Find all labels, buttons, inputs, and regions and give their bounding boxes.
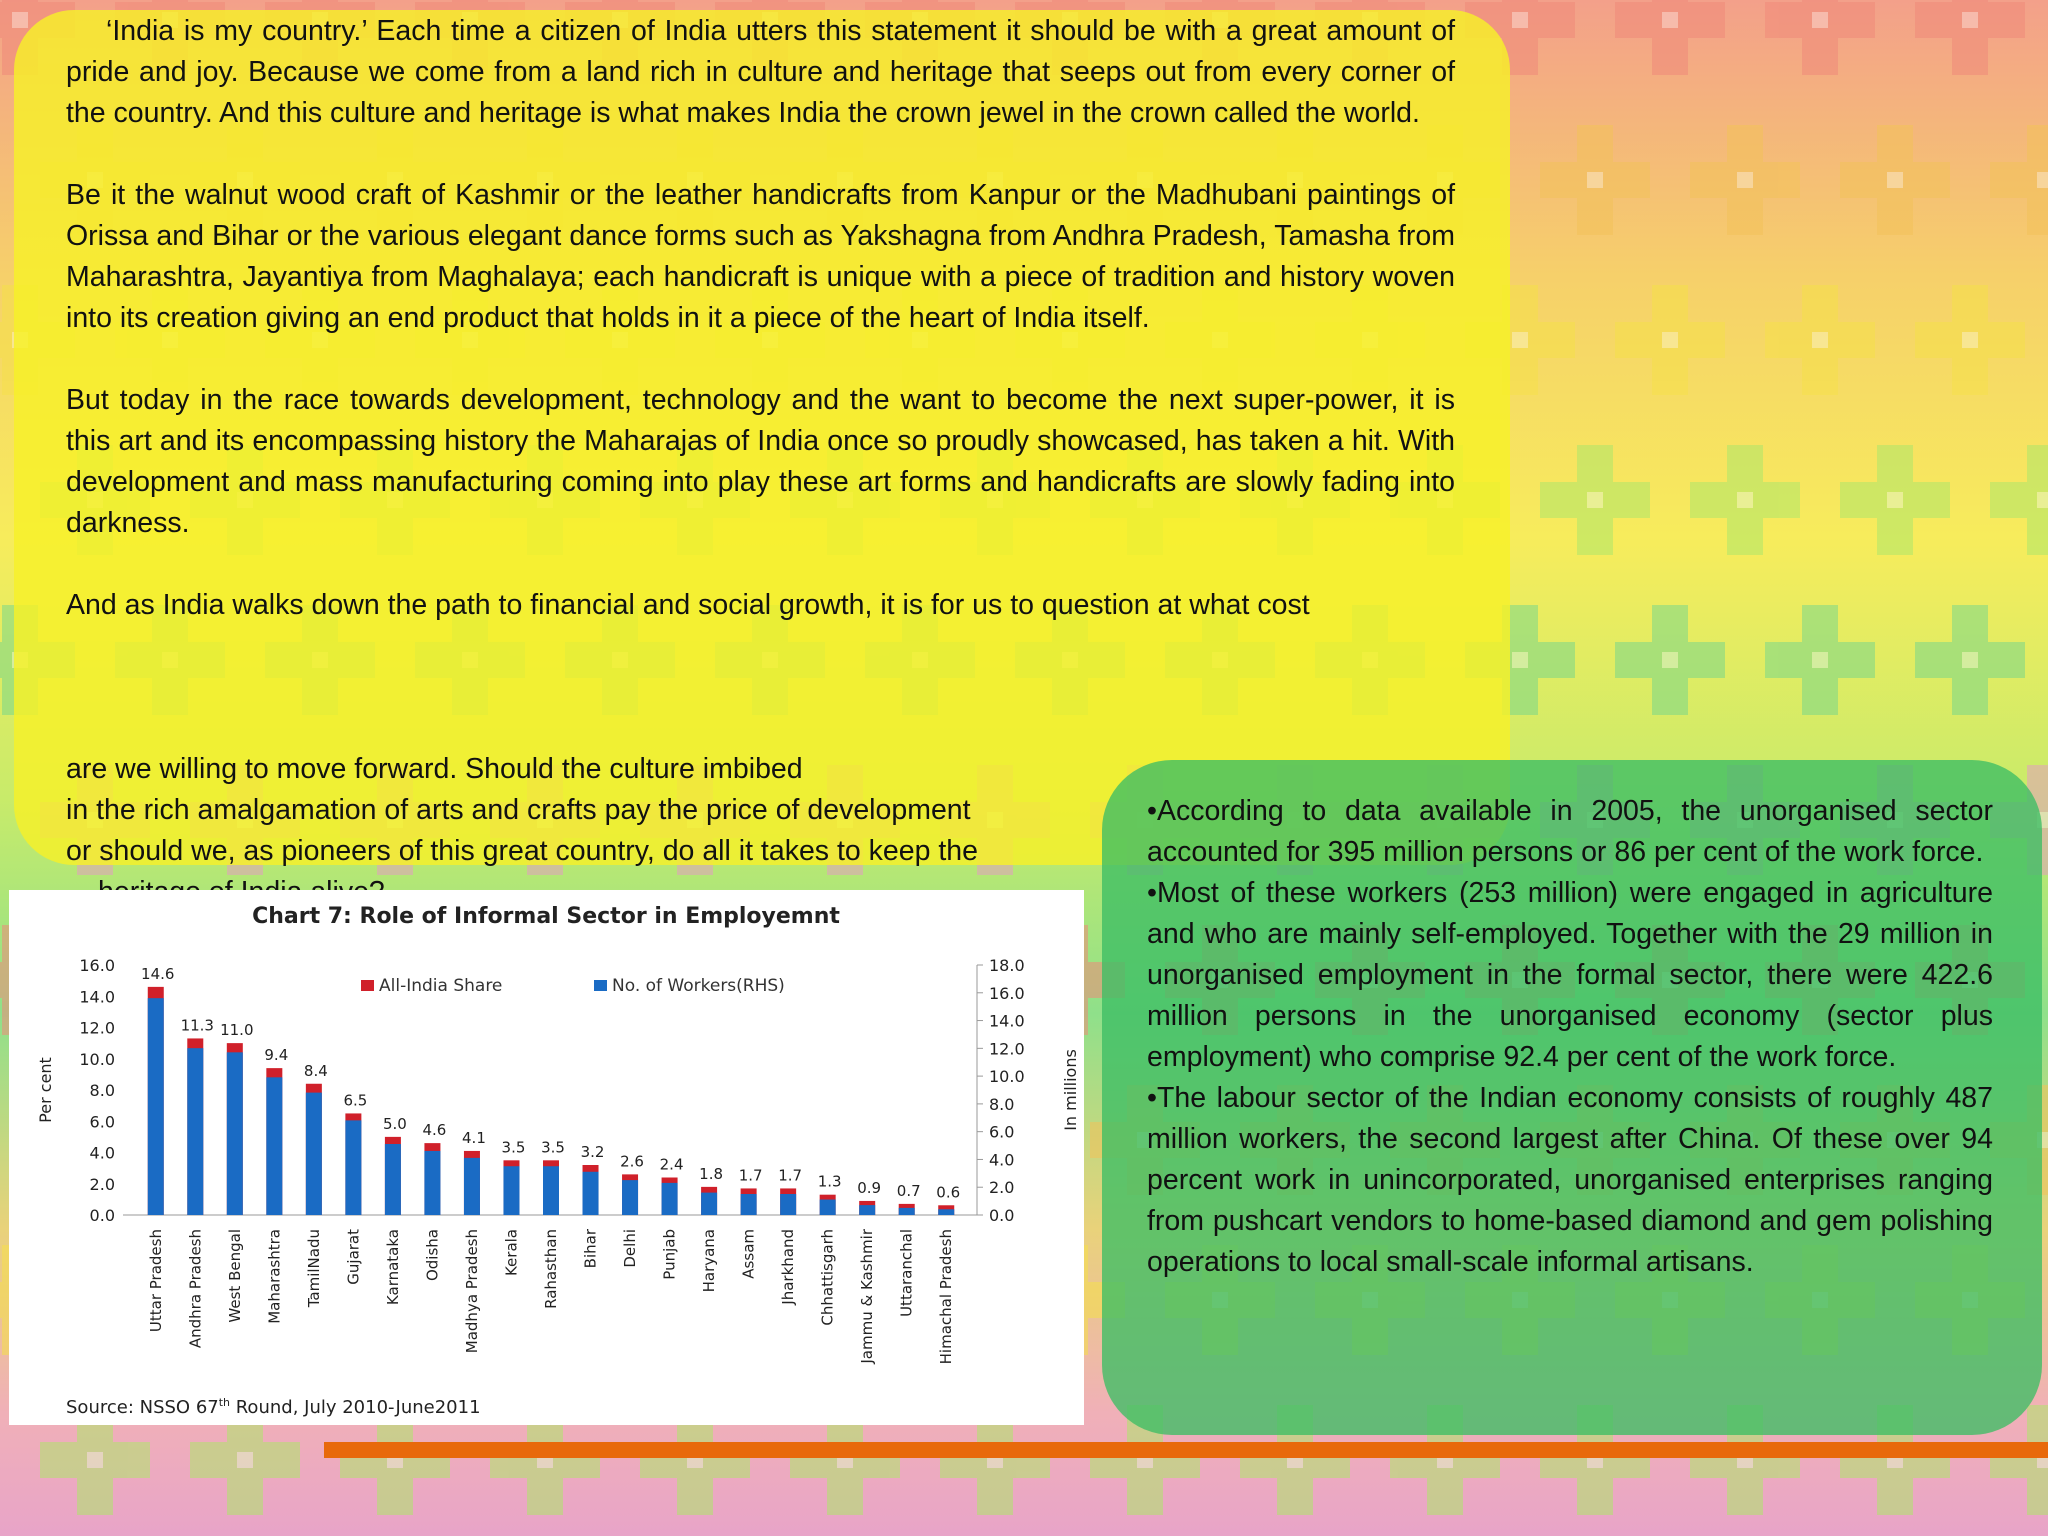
- paragraph-1: ‘India is my country.’ Each time a citizen of India utters this statement it should be with a great amount of pride and joy. Because we come from a land rich in culture and heritage that seeps out from every corner of the country. And this culture and heritage is what makes India the crown jewel in the crown called the world.: [66, 15, 1455, 129]
- pattern-motif: [1615, 285, 1725, 395]
- bar-chart: [9, 890, 1084, 1390]
- bar-group: [306, 1084, 322, 1215]
- y-tick-label: 14.0: [79, 987, 115, 1007]
- bar-group: [385, 1137, 401, 1215]
- bar-group: [227, 1043, 243, 1215]
- data-label: 3.5: [541, 1138, 565, 1157]
- pattern-motif: [1540, 125, 1650, 235]
- pattern-dot: [237, 1452, 253, 1468]
- x-tick-label: Himachal Pradesh: [937, 1229, 956, 1365]
- x-tick-label: Rahasthan: [542, 1229, 560, 1309]
- pattern-dot: [12, 12, 28, 28]
- bar-workers: [148, 998, 164, 1215]
- bar-group: [583, 1165, 599, 1215]
- bar-group: [859, 1201, 875, 1215]
- pattern-dot: [1887, 492, 1903, 508]
- data-label: 4.1: [462, 1128, 486, 1147]
- data-label: 4.6: [422, 1121, 447, 1140]
- y-axis-label: Per cent: [36, 1057, 55, 1123]
- pattern-dot: [1587, 492, 1603, 508]
- data-label: 11.0: [220, 1021, 254, 1040]
- x-tick-label: Uttaranchal: [897, 1229, 916, 1317]
- y-tick-label: 8.0: [89, 1081, 115, 1100]
- data-label: 0.6: [936, 1183, 961, 1202]
- data-label: 1.7: [738, 1166, 763, 1185]
- source-prefix: Source: NSSO 67: [66, 1397, 219, 1418]
- y-right-tick-label: 4.0: [989, 1150, 1015, 1170]
- y-tick-label: 4.0: [89, 1143, 115, 1163]
- y-right-tick-label: 0.0: [989, 1206, 1015, 1225]
- paragraph-2: Be it the walnut wood craft of Kashmir or the leather handicrafts from Kanpur or the Madhubani paintings of Orissa and Bihar or the various elegant dance forms such as Yakshagna from Andhra Pradesh, Tamasha from Maharashtra, Jayantiya from Maghalaya; each handicraft is unique with a piece of tradition and history woven into its creation giving an end product that holds in it a piece of the heart of India itself.: [66, 179, 1455, 334]
- tail-line: in the rich amalgamation of arts and crafts pay the price of development: [66, 794, 971, 826]
- pattern-motif: [1615, 605, 1725, 715]
- pattern-motif: [1690, 125, 1800, 235]
- data-label: 9.4: [264, 1046, 289, 1065]
- data-label: 1.7: [778, 1166, 803, 1185]
- bar-workers: [187, 1048, 203, 1215]
- bar-workers: [859, 1205, 875, 1215]
- bar-group: [820, 1195, 836, 1215]
- source-sup: th: [218, 1396, 231, 1409]
- bar-group: [701, 1187, 717, 1215]
- x-tick-label: Jammu & Kashmir: [858, 1229, 877, 1364]
- data-label: 2.4: [659, 1155, 684, 1174]
- x-tick-label: Odisha: [423, 1229, 442, 1282]
- y-tick-label: 0.0: [89, 1206, 115, 1225]
- y-right-tick-label: 6.0: [989, 1122, 1015, 1142]
- y-tick-label: 2.0: [89, 1174, 115, 1194]
- pattern-motif: [1765, 0, 1875, 75]
- pattern-motif: [1915, 285, 2025, 395]
- chart-title: Chart 7: Role of Informal Sector in Employemnt: [252, 904, 840, 929]
- pattern-dot: [1962, 332, 1978, 348]
- pattern-dot: [1512, 12, 1528, 28]
- data-label: 0.7: [896, 1181, 921, 1200]
- data-label: 5.0: [382, 1114, 407, 1133]
- pattern-motif: [1765, 285, 1875, 395]
- x-tick-label: Delhi: [621, 1229, 640, 1268]
- y-tick-label: 16.0: [79, 956, 115, 975]
- pattern-dot: [1587, 172, 1603, 188]
- legend-swatch: [594, 980, 607, 991]
- bar-group: [780, 1188, 796, 1215]
- pattern-motif: [1990, 125, 2048, 235]
- bar-workers: [385, 1144, 401, 1215]
- data-label: 8.4: [303, 1061, 328, 1080]
- x-tick-label: Chhattisgarh: [818, 1229, 837, 1326]
- x-tick-label: Andhra Pradesh: [186, 1229, 205, 1349]
- bar-group: [938, 1205, 954, 1215]
- data-label: 14.6: [141, 964, 175, 983]
- x-tick-label: Kerala: [502, 1229, 521, 1277]
- pattern-motif: [1615, 0, 1725, 75]
- bar-group: [741, 1188, 757, 1215]
- x-tick-label: West Bengal: [225, 1229, 244, 1323]
- bar-group: [424, 1143, 440, 1215]
- y-right-tick-label: 18.0: [989, 956, 1025, 975]
- bullet-item: •Most of these workers (253 million) were engaged in agriculture and who are mainly self-employed. Together with the 29 million in unorganised employment in the formal sector, there were 422.6 million persons in the unorganised economy (sector plus employment) who comprise 92.4 per cent of the work force.: [1147, 877, 1993, 1073]
- pattern-dot: [1887, 172, 1903, 188]
- y-tick-label: 6.0: [89, 1112, 115, 1132]
- bar-workers: [503, 1166, 519, 1215]
- bar-workers: [662, 1183, 678, 1215]
- pattern-dot: [1962, 12, 1978, 28]
- chart-container: [9, 890, 1084, 1425]
- x-tick-label: Jharkhand: [779, 1229, 798, 1305]
- pattern-dot: [1812, 332, 1828, 348]
- legend-label: All-India Share: [379, 976, 503, 996]
- bar-workers: [227, 1052, 243, 1215]
- data-label: 3.5: [501, 1138, 526, 1157]
- y-right-tick-label: 2.0: [989, 1178, 1015, 1198]
- pattern-dot: [1512, 652, 1528, 668]
- pattern-motif: [1540, 445, 1650, 555]
- pattern-motif: [1765, 605, 1875, 715]
- pattern-dot: [1512, 332, 1528, 348]
- bar-workers: [899, 1208, 915, 1215]
- bar-workers: [938, 1209, 954, 1215]
- bar-workers: [741, 1194, 757, 1215]
- x-tick-label: Karnataka: [383, 1229, 402, 1306]
- paragraph-3: But today in the race towards development, technology and the want to become the next super-power, it is this art and its encompassing history the Maharajas of India once so proudly showcased, has taken a hit. With development and mass manufacturing coming into play these art forms and handicrafts are slowly fading into darkness.: [66, 384, 1455, 539]
- legend-label: No. of Workers(RHS): [612, 976, 785, 996]
- pattern-motif: [1840, 445, 1950, 555]
- pattern-dot: [2037, 172, 2048, 188]
- bar-group: [148, 987, 164, 1215]
- bar-group: [345, 1113, 361, 1215]
- pattern-dot: [2037, 492, 2048, 508]
- data-label: 1.8: [699, 1164, 724, 1183]
- bar-group: [464, 1151, 480, 1215]
- y-right-tick-label: 10.0: [989, 1067, 1025, 1087]
- y-right-tick-label: 12.0: [989, 1039, 1025, 1059]
- bar-workers: [701, 1193, 717, 1215]
- bar-group: [266, 1068, 282, 1215]
- bar-workers: [424, 1151, 440, 1215]
- x-tick-label: Maharashtra: [265, 1229, 284, 1324]
- data-label: 1.3: [817, 1172, 842, 1191]
- x-tick-label: Madhya Pradesh: [462, 1229, 481, 1354]
- pattern-dot: [1662, 12, 1678, 28]
- y-right-tick-label: 16.0: [989, 983, 1025, 1003]
- x-tick-label: Assam: [739, 1229, 758, 1279]
- data-label: 3.2: [580, 1143, 605, 1161]
- accent-bar: [324, 1442, 2048, 1458]
- bar-group: [187, 1038, 203, 1215]
- bullet-list: [1147, 791, 1993, 1283]
- tail-line: are we willing to move forward. Should the culture imbibed: [66, 753, 803, 785]
- bar-workers: [464, 1158, 480, 1215]
- pattern-dot: [1962, 652, 1978, 668]
- paragraph-4-continued: [66, 749, 1106, 913]
- bar-group: [899, 1204, 915, 1215]
- y-tick-label: 12.0: [79, 1018, 115, 1038]
- bar-workers: [306, 1093, 322, 1215]
- pattern-dot: [87, 1452, 103, 1468]
- bar-workers: [345, 1120, 361, 1215]
- pattern-motif: [1690, 445, 1800, 555]
- x-tick-label: Uttar Pradesh: [146, 1229, 165, 1333]
- legend-swatch: [361, 980, 374, 991]
- paragraph-4: And as India walks down the path to financial and social growth, it is for us to question at what cost: [66, 589, 1310, 621]
- pattern-dot: [1662, 332, 1678, 348]
- source-suffix: Round, July 2010-June2011: [230, 1397, 481, 1418]
- pattern-motif: [1990, 445, 2048, 555]
- bar-workers: [820, 1200, 836, 1215]
- bar-workers: [583, 1172, 599, 1215]
- bar-workers: [266, 1077, 282, 1215]
- bullet-item: •The labour sector of the Indian economy consists of roughly 487 million workers, the second largest after China. Of these over 94 percent work in unincorporated, unorganised enterprises ranging from pushcart vendors to home-based diamond and gem polishing operations to local small-scale informal artisans.: [1147, 1082, 1993, 1278]
- x-tick-label: Bihar: [581, 1229, 600, 1269]
- bar-group: [503, 1160, 519, 1215]
- pattern-dot: [1812, 12, 1828, 28]
- pattern-motif: [1915, 605, 2025, 715]
- bar-workers: [780, 1194, 796, 1215]
- pattern-dot: [1812, 652, 1828, 668]
- data-label: 0.9: [857, 1178, 882, 1197]
- pattern-motif: [1915, 0, 2025, 75]
- pattern-dot: [1737, 172, 1753, 188]
- x-tick-label: Gujarat: [344, 1229, 363, 1285]
- tail-line: or should we, as pioneers of this great country, do all it takes to keep the: [66, 835, 978, 867]
- bar-group: [622, 1174, 638, 1215]
- y-tick-label: 10.0: [79, 1049, 115, 1069]
- chart-source: [66, 1396, 481, 1418]
- bar-workers: [543, 1166, 559, 1215]
- y-right-tick-label: 14.0: [989, 1011, 1025, 1031]
- y-right-tick-label: 8.0: [989, 1094, 1015, 1114]
- bar-workers: [622, 1180, 638, 1215]
- x-tick-label: Haryana: [700, 1229, 719, 1293]
- bar-group: [543, 1160, 559, 1215]
- y-right-axis-label: In millions: [1061, 1049, 1080, 1131]
- pattern-dot: [1737, 492, 1753, 508]
- main-article: [66, 11, 1455, 626]
- data-label: 6.5: [343, 1091, 368, 1110]
- x-tick-label: Punjab: [660, 1229, 679, 1280]
- data-label: 11.3: [180, 1016, 214, 1035]
- data-label: 2.6: [620, 1152, 644, 1171]
- bar-group: [662, 1178, 678, 1216]
- pattern-motif: [1840, 125, 1950, 235]
- bullet-item: •According to data available in 2005, the unorganised sector accounted for 395 million persons or 86 per cent of the work force.: [1147, 795, 1993, 868]
- pattern-dot: [1662, 652, 1678, 668]
- x-tick-label: TamilNadu: [304, 1229, 323, 1308]
